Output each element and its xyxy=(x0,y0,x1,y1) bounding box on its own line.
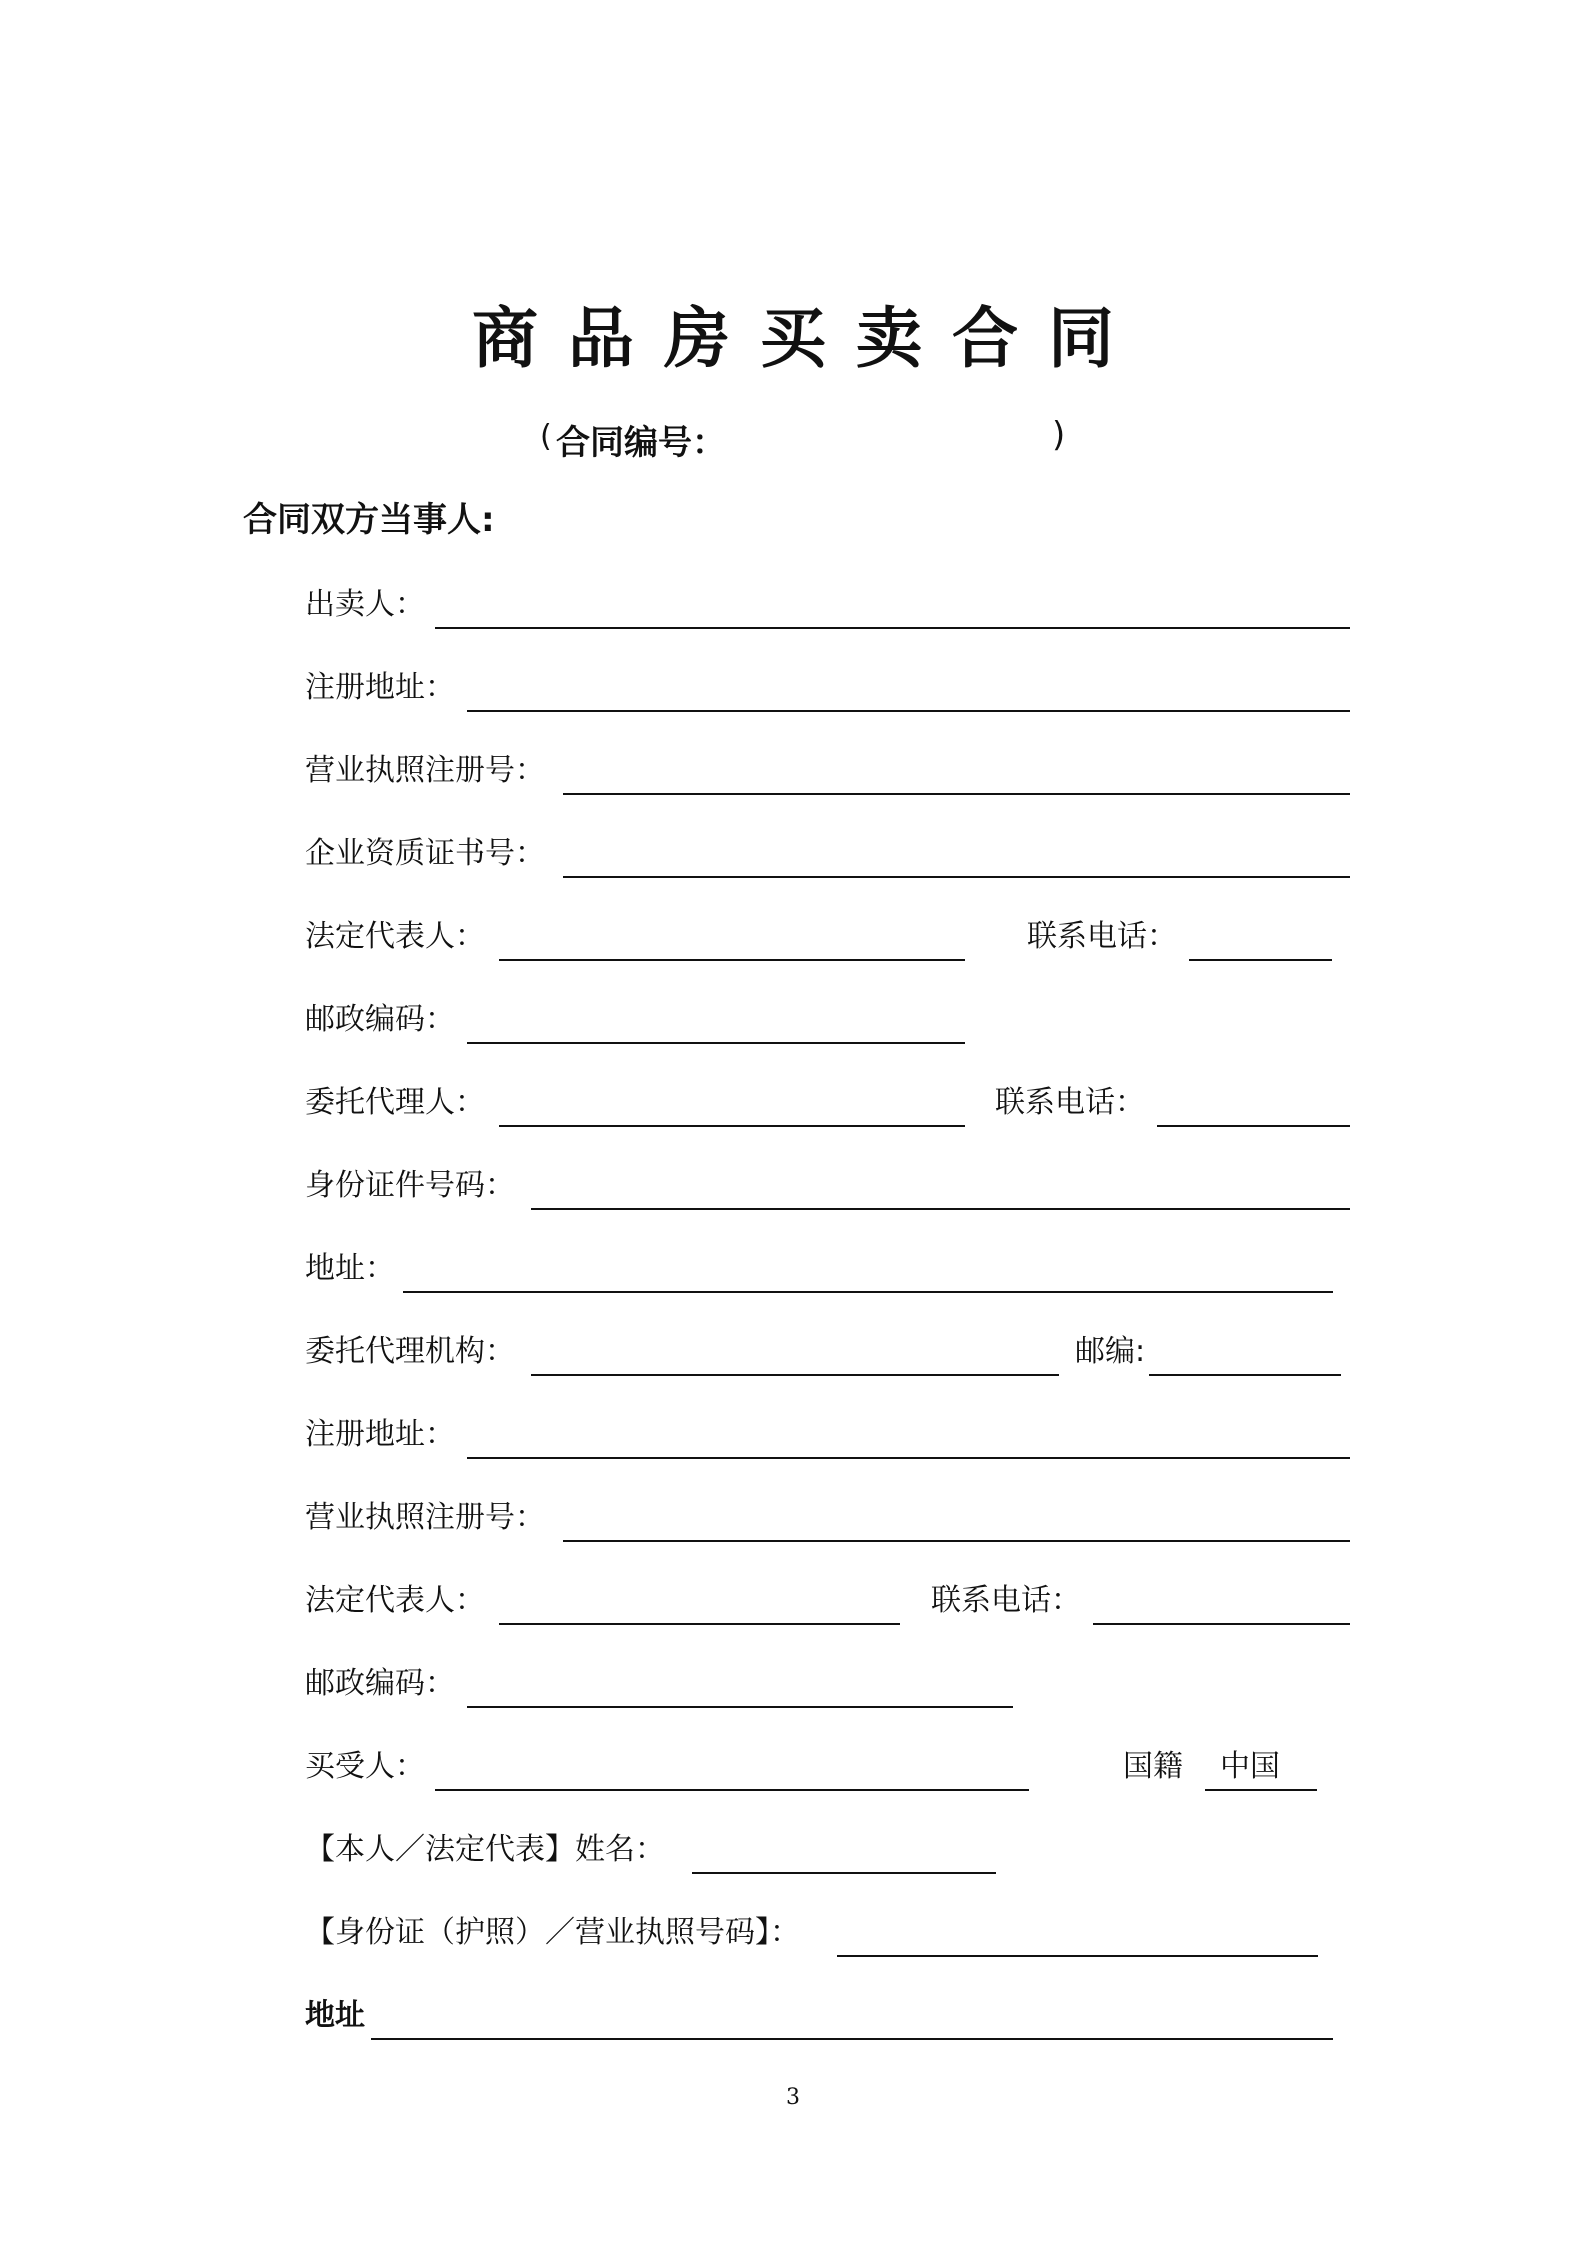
agency-postcode-label: 邮编: xyxy=(1075,1334,1146,1369)
page-number: 3 xyxy=(786,2085,800,2110)
agency-reg-address-label: 注册地址： xyxy=(305,1417,455,1452)
buyer-nationality-value[interactable]: 中国 xyxy=(1220,1749,1280,1784)
agency-postcode2-label: 邮政编码： xyxy=(305,1666,455,1701)
document-title: 商品房买卖合同 xyxy=(472,300,1144,377)
seller-qualification-label: 企业资质证书号： xyxy=(305,836,545,871)
parties-heading: 合同双方当事人: xyxy=(243,500,495,540)
agent-label: 委托代理人： xyxy=(305,1085,485,1120)
seller-postcode-label: 邮政编码： xyxy=(305,1002,455,1037)
seller-reg-address-label: 注册地址： xyxy=(305,670,455,705)
buyer-nationality-field[interactable] xyxy=(1205,1789,1317,1791)
seller-qualification-field[interactable] xyxy=(563,876,1350,878)
seller-label: 出卖人： xyxy=(305,587,425,622)
agent-phone-field[interactable] xyxy=(1157,1125,1350,1127)
buyer-id-field[interactable] xyxy=(837,1955,1318,1957)
buyer-address-field[interactable] xyxy=(371,2038,1333,2040)
buyer-field[interactable] xyxy=(435,1789,1029,1791)
buyer-id-label: 【身份证（护照）／营业执照号码】： xyxy=(305,1915,800,1950)
agency-postcode2-field[interactable] xyxy=(467,1706,1013,1708)
agent-address-label: 地址： xyxy=(305,1251,395,1286)
contract-number-open-paren: ( xyxy=(540,419,552,454)
agency-field[interactable] xyxy=(531,1374,1059,1376)
seller-license-field[interactable] xyxy=(563,793,1350,795)
seller-legal-rep-phone-field[interactable] xyxy=(1189,959,1332,961)
agency-license-field[interactable] xyxy=(563,1540,1350,1542)
agent-phone-label: 联系电话： xyxy=(995,1085,1145,1120)
agency-legal-rep-label: 法定代表人： xyxy=(305,1583,485,1618)
buyer-name-label: 【本人／法定代表】姓名： xyxy=(305,1832,665,1867)
seller-legal-rep-label: 法定代表人： xyxy=(305,919,485,954)
contract-number-label: 合同编号： xyxy=(556,423,726,463)
agency-label: 委托代理机构： xyxy=(305,1334,515,1369)
agent-field[interactable] xyxy=(499,1125,965,1127)
agency-license-label: 营业执照注册号： xyxy=(305,1500,545,1535)
buyer-label: 买受人： xyxy=(305,1749,425,1784)
seller-license-label: 营业执照注册号： xyxy=(305,753,545,788)
agency-reg-address-field[interactable] xyxy=(467,1457,1350,1459)
seller-legal-rep-field[interactable] xyxy=(499,959,965,961)
agent-id-field[interactable] xyxy=(531,1208,1350,1210)
agency-legal-rep-field[interactable] xyxy=(499,1623,900,1625)
seller-postcode-field[interactable] xyxy=(467,1042,965,1044)
buyer-address-label: 地址 xyxy=(305,1998,365,2033)
contract-number-close-paren: ) xyxy=(1052,415,1066,455)
agency-postcode-field[interactable] xyxy=(1149,1374,1341,1376)
buyer-name-field[interactable] xyxy=(692,1872,996,1874)
seller-reg-address-field[interactable] xyxy=(467,710,1350,712)
agent-address-field[interactable] xyxy=(403,1291,1333,1293)
agency-legal-rep-phone-field[interactable] xyxy=(1093,1623,1350,1625)
agent-id-label: 身份证件号码： xyxy=(305,1168,515,1203)
agency-legal-rep-phone-label: 联系电话： xyxy=(931,1583,1081,1618)
seller-field[interactable] xyxy=(435,627,1350,629)
contract-number-line xyxy=(540,415,1070,465)
seller-legal-rep-phone-label: 联系电话： xyxy=(1027,919,1177,954)
buyer-nationality-label: 国籍 xyxy=(1123,1749,1183,1784)
